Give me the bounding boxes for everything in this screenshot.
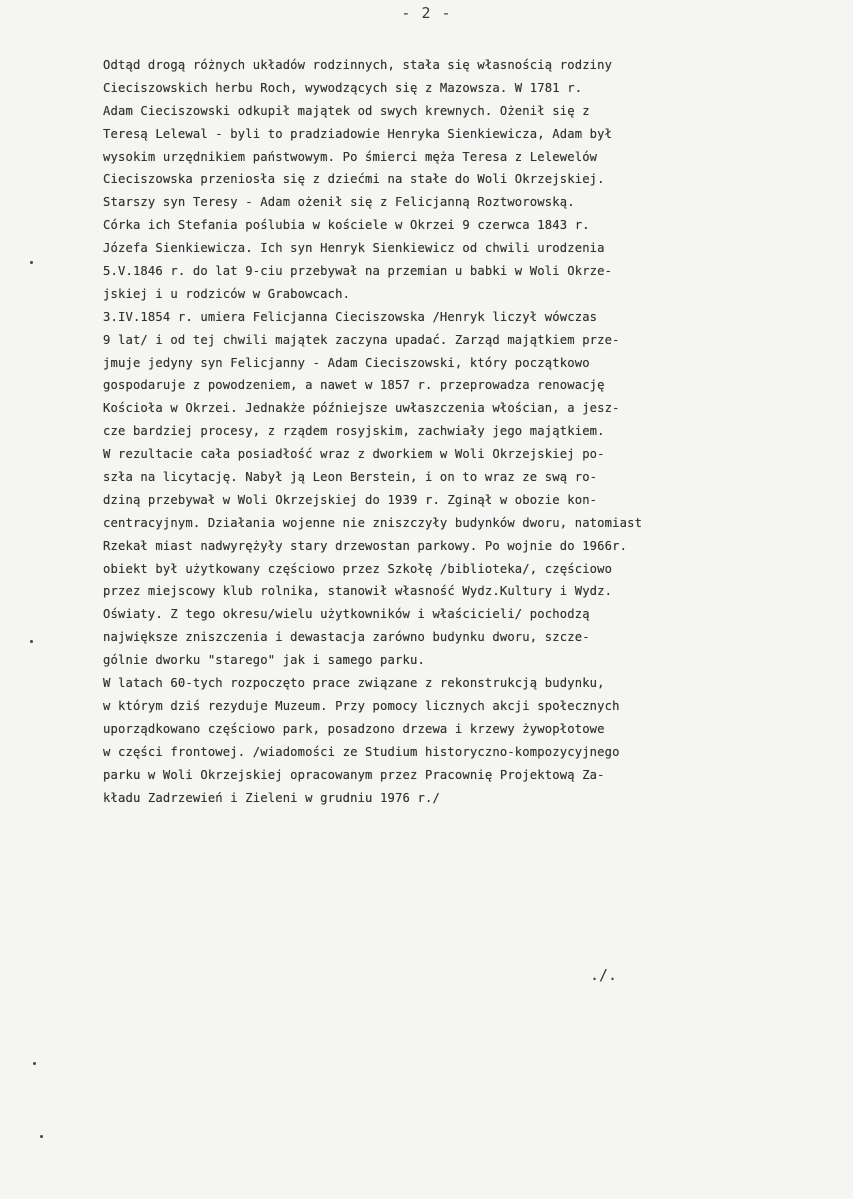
text-line: Cieciszowska przeniosła się z dziećmi na stałe do Woli Okrzejskiej.	[103, 172, 605, 187]
text-line: Józefa Sienkiewicza. Ich syn Henryk Sienkiewicz od chwili urodzenia	[103, 241, 605, 256]
text-line: 9 lat/ i od tej chwili majątek zaczyna upadać. Zarząd majątkiem prze-	[103, 332, 620, 347]
text-line: 3.IV.1854 r. umiera Felicjanna Cieciszowska /Henryk liczył wówczas	[103, 309, 598, 324]
page-number: - 2 -	[401, 4, 452, 22]
text-line: gólnie dworku "starego" jak i samego parku.	[103, 653, 425, 668]
margin-speck	[40, 1135, 43, 1138]
text-line: w którym dziś rezyduje Muzeum. Przy pomocy licznych akcji społecznych	[103, 698, 620, 713]
text-line: Oświaty. Z tego okresu/wielu użytkowników i właścicieli/ pochodzą	[103, 607, 590, 622]
text-line: parku w Woli Okrzejskiej opracowanym przez Pracownię Projektową Za-	[103, 767, 605, 782]
text-line: w części frontowej. /wiadomości ze Studium historyczno-kompozycyjnego	[103, 744, 620, 759]
text-line: 5.V.1846 r. do lat 9-ciu przebywał na przemian u babki w Woli Okrze-	[103, 264, 613, 279]
text-line: uporządkowano częściowo park, posadzono drzewa i krzewy żywopłotowe	[103, 721, 605, 736]
text-line: wysokim urzędnikiem państwowym. Po śmierci męża Teresa z Lelewelów	[103, 149, 598, 164]
text-line: Córka ich Stefania poślubia w kościele w Okrzei 9 czerwca 1843 r.	[103, 218, 590, 233]
text-line: jskiej i u rodziców w Grabowcach.	[103, 286, 351, 301]
text-line: Teresą Lelewal - byli to pradziadowie Henryka Sienkiewicza, Adam był	[103, 126, 613, 141]
text-line: dziną przebywał w Woli Okrzejskiej do 1939 r. Zginął w obozie kon-	[103, 492, 598, 507]
text-line: Odtąd drogą różnych układów rodzinnych, stała się własnością rodziny	[103, 58, 613, 72]
text-line: gospodaruje z powodzeniem, a nawet w 1857 r. przeprowadza renowację	[103, 378, 605, 393]
text-line: Adam Cieciszowski odkupił majątek od swych krewnych. Ożenił się z	[103, 103, 590, 118]
text-line: szła na licytację. Nabył ją Leon Berstein, i on to wraz ze swą ro-	[103, 470, 598, 485]
text-line: centracyjnym. Działania wojenne nie zniszczyły budynków dworu, natomiast	[103, 515, 643, 530]
text-line: przez miejscowy klub rolnika, stanowił własność Wydz.Kultury i Wydz.	[103, 584, 613, 599]
text-line: największe zniszczenia i dewastacja zarówno budynku dworu, szcze-	[103, 630, 590, 645]
margin-speck	[30, 640, 33, 643]
text-line: kładu Zadrzewień i Zieleni w grudniu 1976 r./	[103, 790, 440, 805]
margin-speck	[33, 1062, 36, 1065]
text-line: W latach 60-tych rozpoczęto prace związane z rekonstrukcją budynku,	[103, 676, 605, 691]
text-line: cze bardziej procesy, z rządem rosyjskim, zachwiały jego majątkiem.	[103, 424, 605, 439]
text-line: jmuje jedyny syn Felicjanny - Adam Cieciszowski, który początkowo	[103, 355, 590, 370]
text-line: Rzekał miast nadwyrężyły stary drzewostan parkowy. Po wojnie do 1966r.	[103, 538, 628, 553]
text-line: Cieciszowskich herbu Roch, wywodzących się z Mazowsza. W 1781 r.	[103, 80, 583, 95]
text-line: obiekt był użytkowany częściowo przez Szkołę /biblioteka/, częściowo	[103, 561, 613, 576]
end-mark: ./.	[590, 966, 618, 984]
text-line: Starszy syn Teresy - Adam ożenił się z Felicjanną Roztworowską.	[103, 195, 575, 210]
text-line: Kościoła w Okrzei. Jednakże późniejsze uwłaszczenia włościan, a jesz-	[103, 401, 620, 416]
margin-speck	[30, 261, 33, 264]
text-line: W rezultacie cała posiadłość wraz z dworkiem w Woli Okrzejskiej po-	[103, 447, 605, 462]
document-body	[103, 54, 843, 809]
